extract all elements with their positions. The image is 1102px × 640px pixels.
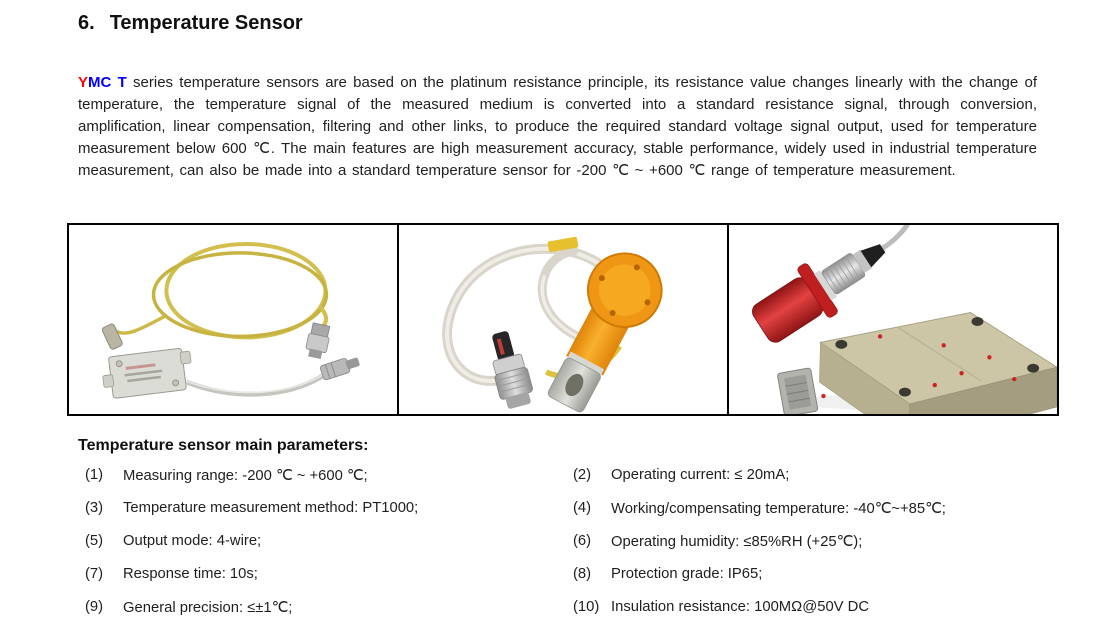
parameter-item-8 xyxy=(573,566,1080,599)
end-connector xyxy=(320,354,361,380)
parameter-number: (8) xyxy=(573,566,592,582)
parameter-text: Insulation resistance: 100MΩ@50V DC xyxy=(611,599,870,615)
parameter-text: Operating current: ≤ 20mA; xyxy=(611,467,790,483)
parameter-text: Measuring range: -200 ℃ ~ +600 ℃; xyxy=(123,468,368,484)
box-side-connector xyxy=(777,368,818,414)
brand-letter-red: Y xyxy=(78,74,89,91)
parameter-item-5 xyxy=(85,533,573,566)
parameter-number: (3) xyxy=(85,500,104,516)
parameter-item-6 xyxy=(573,533,1080,566)
parameter-text: Temperature measurement method: PT1000; xyxy=(123,500,419,516)
parameter-item-10 xyxy=(573,599,1080,632)
cable-tip xyxy=(101,323,123,350)
parameter-number: (6) xyxy=(573,533,592,549)
red-sensor-transmitter-photo xyxy=(727,225,1057,414)
parameter-number: (5) xyxy=(85,533,104,549)
red-sensor-box-illustration xyxy=(729,225,1057,414)
brand-letters-blue: MC T xyxy=(88,74,127,91)
parameter-text: Output mode: 4-wire; xyxy=(123,533,262,549)
junction-box xyxy=(100,347,194,399)
intro-paragraph xyxy=(78,72,1037,182)
section-title: Temperature Sensor xyxy=(109,12,303,34)
parameters-heading: Temperature sensor main parameters: xyxy=(78,437,369,454)
parameter-item-9 xyxy=(85,599,573,632)
parameter-text: Response time: 10s; xyxy=(123,566,258,582)
parameter-text: Working/compensating temperature: -40℃~+85℃; xyxy=(611,501,946,517)
yellow-cable-coil xyxy=(117,244,327,337)
parameter-number: (4) xyxy=(573,500,592,516)
parameter-item-3 xyxy=(85,500,573,533)
parameter-number: (9) xyxy=(85,599,104,615)
section-heading xyxy=(78,12,303,35)
parameter-item-2 xyxy=(573,467,1080,500)
cable-connector xyxy=(304,322,331,359)
transmitter-box xyxy=(819,313,1057,414)
parameter-item-4 xyxy=(573,500,1080,533)
parameter-number: (10) xyxy=(573,599,600,615)
orange-probe-sensor-photo xyxy=(397,225,727,414)
parameter-text: Protection grade: IP65; xyxy=(611,566,763,582)
parameter-number: (1) xyxy=(85,467,104,483)
parameter-number: (2) xyxy=(573,467,592,483)
parameter-number: (7) xyxy=(85,566,104,582)
section-number: 6. xyxy=(78,12,95,34)
yellow-cable-sensor-illustration xyxy=(69,225,397,414)
orange-probe-illustration xyxy=(399,225,727,414)
product-photos-row xyxy=(67,223,1059,416)
parameter-text: Operating humidity: ≤85%RH (+25℃); xyxy=(611,534,863,550)
metal-connector xyxy=(484,328,536,411)
parameter-text: General precision: ≤±1℃; xyxy=(123,600,293,616)
parameter-item-1 xyxy=(85,467,573,500)
yellow-cable-sensor-photo xyxy=(69,225,397,414)
parameters-list xyxy=(85,467,1080,632)
parameter-item-7 xyxy=(85,566,573,599)
intro-text: series temperature sensors are based on the platinum resistance principle, its resistance value changes linearly with the change of temperature, the temperature signal of the measured medium is converted into a standard resistance signal, through conversion, amplification, linear compensation, filtering and other links, to produce the required standard voltage signal output, used for temperature measurement below 600 ℃. The main features are high measurement accuracy, stable performance, widely used in industrial temperature measurement, can also be made into a standard temperature sensor for -200 ℃ ~ +600 ℃ range of temperature measurement. xyxy=(78,74,1037,179)
